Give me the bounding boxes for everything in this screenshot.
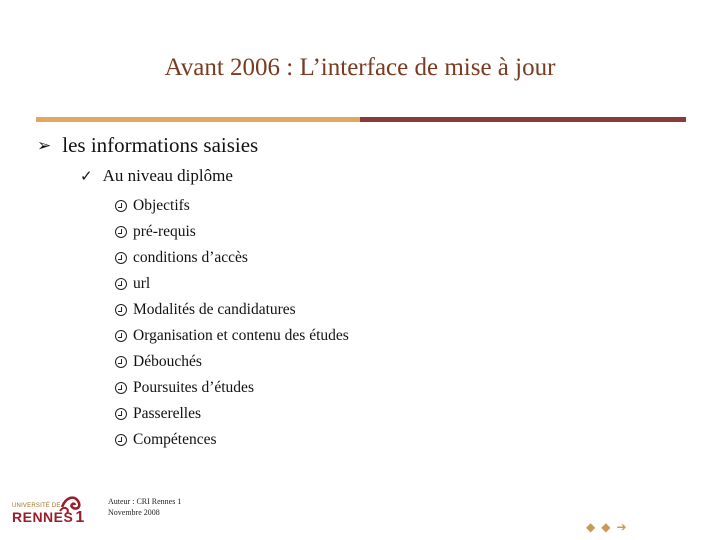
list-item-text: Poursuites d’études [133, 379, 254, 396]
slide-title: Avant 2006 : L’interface de mise à jour [164, 54, 556, 81]
field-list [115, 193, 349, 453]
university-logo [12, 493, 102, 527]
list-item [115, 375, 349, 401]
title-rule-right [360, 117, 686, 122]
list-item-text: url [133, 275, 151, 292]
list-item-text: Objectifs [133, 197, 190, 214]
logo-big-text: RENNES 1 [12, 509, 85, 526]
list-item [115, 297, 349, 323]
checkmark-bullet-icon: ✓ [80, 168, 93, 185]
bullet-level1-text: les informations saisies [62, 133, 259, 157]
bullet-level1 [37, 133, 258, 158]
logo-small-text: UNIVERSITÉ DE [12, 503, 61, 509]
previous-slide-button[interactable]: ◆ [586, 520, 596, 534]
list-item [115, 219, 349, 245]
list-item-text: conditions d’accès [133, 249, 248, 266]
list-item [115, 401, 349, 427]
footer-date: Novembre 2008 [108, 508, 160, 517]
clock-bullet-icon [115, 330, 127, 342]
list-item [115, 349, 349, 375]
bullet-level2 [80, 166, 233, 186]
home-button[interactable]: ◆ [601, 520, 611, 534]
clock-bullet-icon [115, 304, 127, 316]
list-item-text: Organisation et contenu des études [133, 327, 349, 344]
list-item [115, 245, 349, 271]
clock-bullet-icon [115, 278, 127, 290]
list-item-text: Débouchés [133, 353, 202, 370]
bullet-level2-text: Au niveau diplôme [102, 166, 233, 185]
title-rule-left [36, 117, 360, 122]
clock-bullet-icon [115, 382, 127, 394]
list-item [115, 323, 349, 349]
clock-bullet-icon [115, 200, 127, 212]
footer [108, 496, 181, 518]
clock-bullet-icon [115, 408, 127, 420]
slide-navigation [586, 520, 627, 535]
footer-author: Auteur : CRI Rennes 1 [108, 497, 182, 506]
clock-bullet-icon [115, 226, 127, 238]
next-slide-button[interactable]: ➔ [616, 520, 627, 534]
list-item-text: pré-requis [133, 223, 196, 240]
arrow-bullet-icon: ➢ [37, 135, 52, 155]
list-item-text: Compétences [133, 431, 217, 448]
list-item [115, 193, 349, 219]
list-item-text: Passerelles [133, 405, 202, 422]
clock-bullet-icon [115, 434, 127, 446]
list-item-text: Modalités de candidatures [133, 301, 296, 318]
list-item [115, 271, 349, 297]
clock-bullet-icon [115, 356, 127, 368]
list-item [115, 427, 349, 453]
clock-bullet-icon [115, 252, 127, 264]
